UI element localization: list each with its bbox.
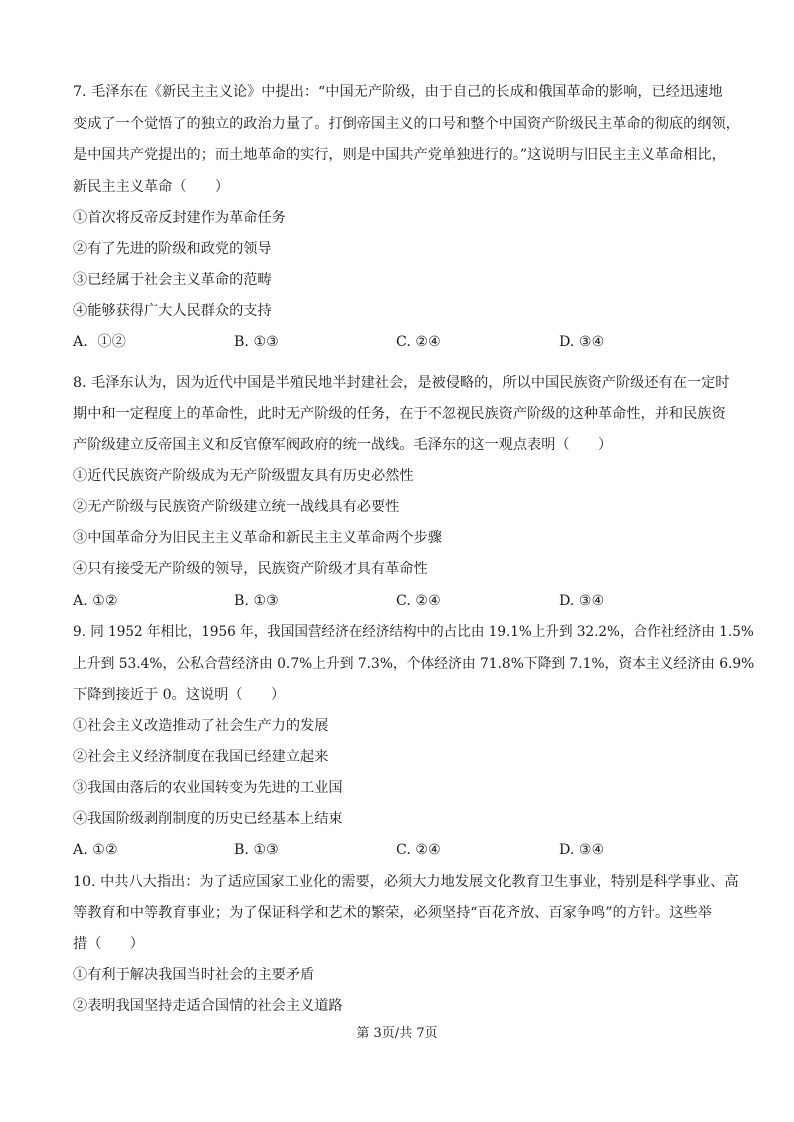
q9-option-d[interactable]: D. ③④ xyxy=(559,842,605,858)
q8-stem-line-1: 8. 毛泽东认为，因为近代中国是半殖民地半封建社会，是被侵略的，所以中国民族资产阶级还有在一定时 xyxy=(73,375,730,391)
q7-item-2: ②有了先进的阶级和政党的领导 xyxy=(73,241,272,257)
q7-stem-line-1: 7. 毛泽东在《新民主主义论》中提出：“中国无产阶级，由于自己的长成和俄国革命的影响，已经迅速地 xyxy=(73,84,723,100)
q9-item-2: ②社会主义经济制度在我国已经建立起来 xyxy=(73,749,329,765)
q9-option-c[interactable]: C. ②④ xyxy=(396,842,441,858)
q7-item-4: ④能够获得广大人民群众的支持 xyxy=(73,303,272,319)
q8-option-b[interactable]: B. ①③ xyxy=(234,593,279,609)
q10-stem-line-1: 10. 中共八大指出：为了适应国家工业化的需要，必须大力地发展文化教育卫生事业，特别是科学事业、高 xyxy=(73,874,739,890)
q9-stem-line-2: 上升到 53.4%，公私合营经济由 0.7%上升到 7.3%，个体经济由 71.8%下降到 7.1%，资本主义经济由 6.9% xyxy=(73,656,755,672)
q9-item-1: ①社会主义改造推动了社会生产力的发展 xyxy=(73,718,329,734)
q8-option-c[interactable]: C. ②④ xyxy=(396,593,441,609)
q8-option-a[interactable]: A. ①② xyxy=(73,593,118,609)
q9-option-a[interactable]: A. ①② xyxy=(73,842,118,858)
q7-item-1: ①首次将反帝反封建作为革命任务 xyxy=(73,210,286,226)
q8-item-3: ③中国革命分为旧民主主义革命和新民主主义革命两个步骤 xyxy=(73,530,442,546)
q7-option-d[interactable]: D. ③④ xyxy=(559,334,605,350)
q8-stem-line-3: 产阶级建立反帝国主义和反官僚军阀政府的统一战线。毛泽东的这一观点表明（ ） xyxy=(73,437,613,453)
q10-item-2: ②表明我国坚持走适合国情的社会主义道路 xyxy=(73,998,343,1014)
q7-stem-line-4: 新民主主义革命（ ） xyxy=(73,179,230,195)
q7-item-3: ③已经属于社会主义革命的范畴 xyxy=(73,272,272,288)
q10-stem-line-2: 等教育和中等教育事业；为了保证科学和艺术的繁荣，必须坚持“百花齐放、百家争鸣”的方针。这些举 xyxy=(73,905,712,921)
q8-option-d[interactable]: D. ③④ xyxy=(559,593,605,609)
q9-item-3: ③我国由落后的农业国转变为先进的工业国 xyxy=(73,780,343,796)
q10-stem-line-3: 措（ ） xyxy=(73,936,144,952)
q9-option-b[interactable]: B. ①③ xyxy=(234,842,279,858)
page-number-footer: 第 3页/共 7页 xyxy=(356,1026,438,1041)
q7-option-b[interactable]: B. ①③ xyxy=(234,334,279,350)
q8-item-4: ④只有接受无产阶级的领导，民族资产阶级才具有革命性 xyxy=(73,561,428,577)
q9-item-4: ④我国阶级剥削制度的历史已经基本上结束 xyxy=(73,811,343,827)
q7-option-a[interactable]: A．①② xyxy=(73,334,126,350)
q7-stem-line-3: 是中国共产党提出的；而土地革命的实行，则是中国共产党单独进行的。”这说明与旧民主主义革命相比， xyxy=(73,147,726,163)
q10-item-1: ①有利于解决我国当时社会的主要矛盾 xyxy=(73,967,315,983)
q9-stem-line-1: 9. 同 1952 年相比，1956 年，我国国营经济在经济结构中的占比由 19.1%上升到 32.2%，合作社经济由 1.5% xyxy=(73,624,754,640)
q8-item-1: ①近代民族资产阶级成为无产阶级盟友具有历史必然性 xyxy=(73,468,414,484)
q7-option-c[interactable]: C. ②④ xyxy=(396,334,441,350)
q9-stem-line-3: 下降到接近于 0。这说明（ ） xyxy=(73,687,286,703)
q8-stem-line-2: 期中和一定程度上的革命性，此时无产阶级的任务，在于不忽视民族资产阶级的这种革命性，并和民族资 xyxy=(73,406,726,422)
q8-item-2: ②无产阶级与民族资产阶级建立统一战线具有必要性 xyxy=(73,499,400,515)
q7-stem-line-2: 变成了一个觉悟了的独立的政治力量了。打倒帝国主义的口号和整个中国资产阶级民主革命的彻底的纲领， xyxy=(73,116,740,132)
